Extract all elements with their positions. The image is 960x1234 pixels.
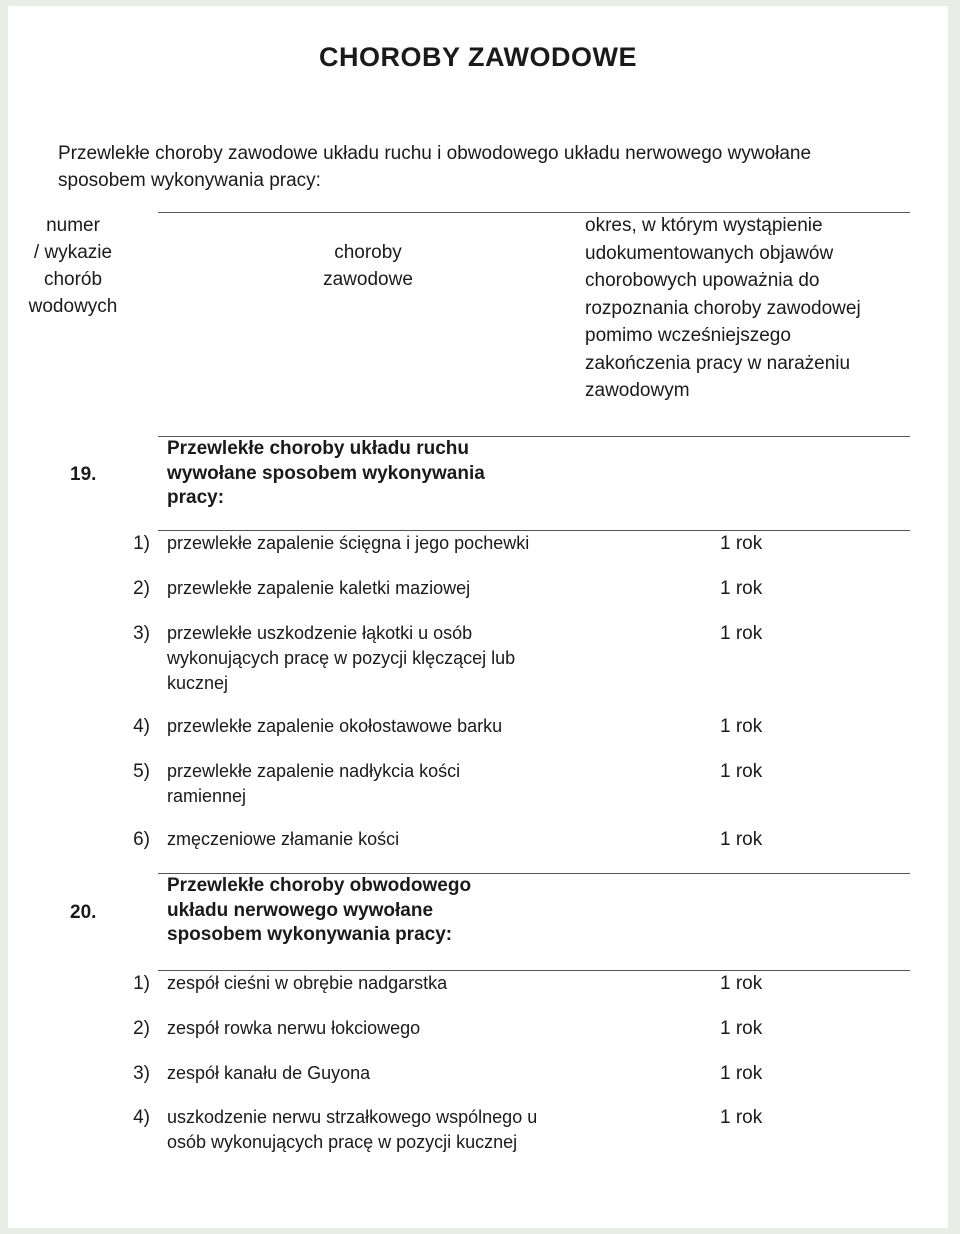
header-number-line: numer: [46, 215, 100, 236]
section-title-line: Przewlekłe choroby układu ruchu: [167, 438, 469, 459]
section-title: [167, 437, 547, 511]
header-period-line: zakończenia pracy w narażeniu: [585, 352, 851, 374]
section-title: [167, 874, 547, 948]
header-disease: [248, 239, 488, 293]
section-number: 20.: [70, 902, 97, 923]
row-disease: przewlekłe zapalenie okołostawowe barku: [167, 716, 503, 736]
row-index: 6): [133, 829, 150, 850]
row-disease: zespół kanału de Guyona: [167, 1063, 371, 1083]
section-title-line: wywołane sposobem wykonywania: [167, 462, 485, 484]
header-number-line: wodowych: [28, 296, 118, 317]
row-index: 2): [133, 1018, 150, 1039]
row-period: 1 rok: [720, 829, 763, 850]
header-number-line: / wykazie: [33, 242, 113, 263]
row-period: 1 rok: [720, 578, 763, 599]
row-disease: zmęczeniowe złamanie kości: [167, 829, 400, 849]
row-index: 4): [133, 1107, 150, 1128]
header-number: [8, 212, 148, 320]
row-period: 1 rok: [720, 973, 763, 994]
row-index: 3): [133, 1063, 150, 1084]
row-period: 1 rok: [720, 1018, 763, 1039]
row-index: 5): [133, 761, 150, 782]
row-index: 1): [133, 973, 150, 994]
section-title-line: układu nerwowego wywołane: [167, 899, 434, 921]
row-index: 2): [133, 578, 150, 599]
section-number: 19.: [70, 464, 97, 485]
header-period: [585, 212, 905, 405]
header-period-line: okres, w którym wystąpienie: [585, 215, 823, 236]
header-disease-line: choroby: [334, 242, 402, 263]
section-title-line: Przewlekłe choroby obwodowego: [167, 875, 472, 896]
page-title: CHOROBY ZAWODOWE: [319, 42, 637, 72]
header-period-line: pomimo wcześniejszego: [585, 325, 791, 346]
row-period: 1 rok: [720, 623, 763, 644]
row-period: 1 rok: [720, 1107, 763, 1128]
row-disease: przewlekłe zapalenie kaletki maziowej: [167, 578, 471, 598]
header-period-line: udokumentowanych objawów: [585, 242, 834, 264]
section-title-line: pracy:: [167, 487, 225, 508]
row-disease: przewlekłe zapalenie ścięgna i jego pochewki: [167, 533, 530, 553]
row-period: 1 rok: [720, 1063, 763, 1084]
section-title-line: sposobem wykonywania pracy:: [167, 924, 453, 945]
row-index: 1): [133, 533, 150, 554]
header-disease-line: zawodowe: [323, 269, 413, 290]
header-period-line: rozpoznania choroby zawodowej: [585, 297, 861, 319]
row-index: 4): [133, 716, 150, 737]
row-period: 1 rok: [720, 716, 763, 737]
row-period: 1 rok: [720, 533, 763, 554]
row-index: 3): [133, 623, 150, 644]
row-period: 1 rok: [720, 761, 763, 782]
row-disease: zespół cieśni w obrębie nadgarstka: [167, 973, 448, 993]
row-disease: przewlekłe uszkodzenie łąkotki u osób wykonujących pracę w pozycji klęczącej lub kucznej: [167, 623, 516, 693]
row-disease: uszkodzenie nerwu strzałkowego wspólnego u osób wykonujących pracę w pozycji kucznej: [167, 1107, 538, 1152]
header-number-line: chorób: [43, 269, 103, 290]
header-period-line: zawodowym: [585, 380, 690, 401]
row-disease: zespół rowka nerwu łokciowego: [167, 1018, 421, 1038]
row-disease: przewlekłe zapalenie nadłykcia kości ramiennej: [167, 761, 461, 806]
header-period-line: chorobowych upoważnia do: [585, 270, 820, 291]
intro-text: Przewlekłe choroby zawodowe układu ruchu i obwodowego układu nerwowego wywołane sposobem wykonywania pracy:: [58, 143, 812, 191]
document-page: [8, 6, 948, 1228]
